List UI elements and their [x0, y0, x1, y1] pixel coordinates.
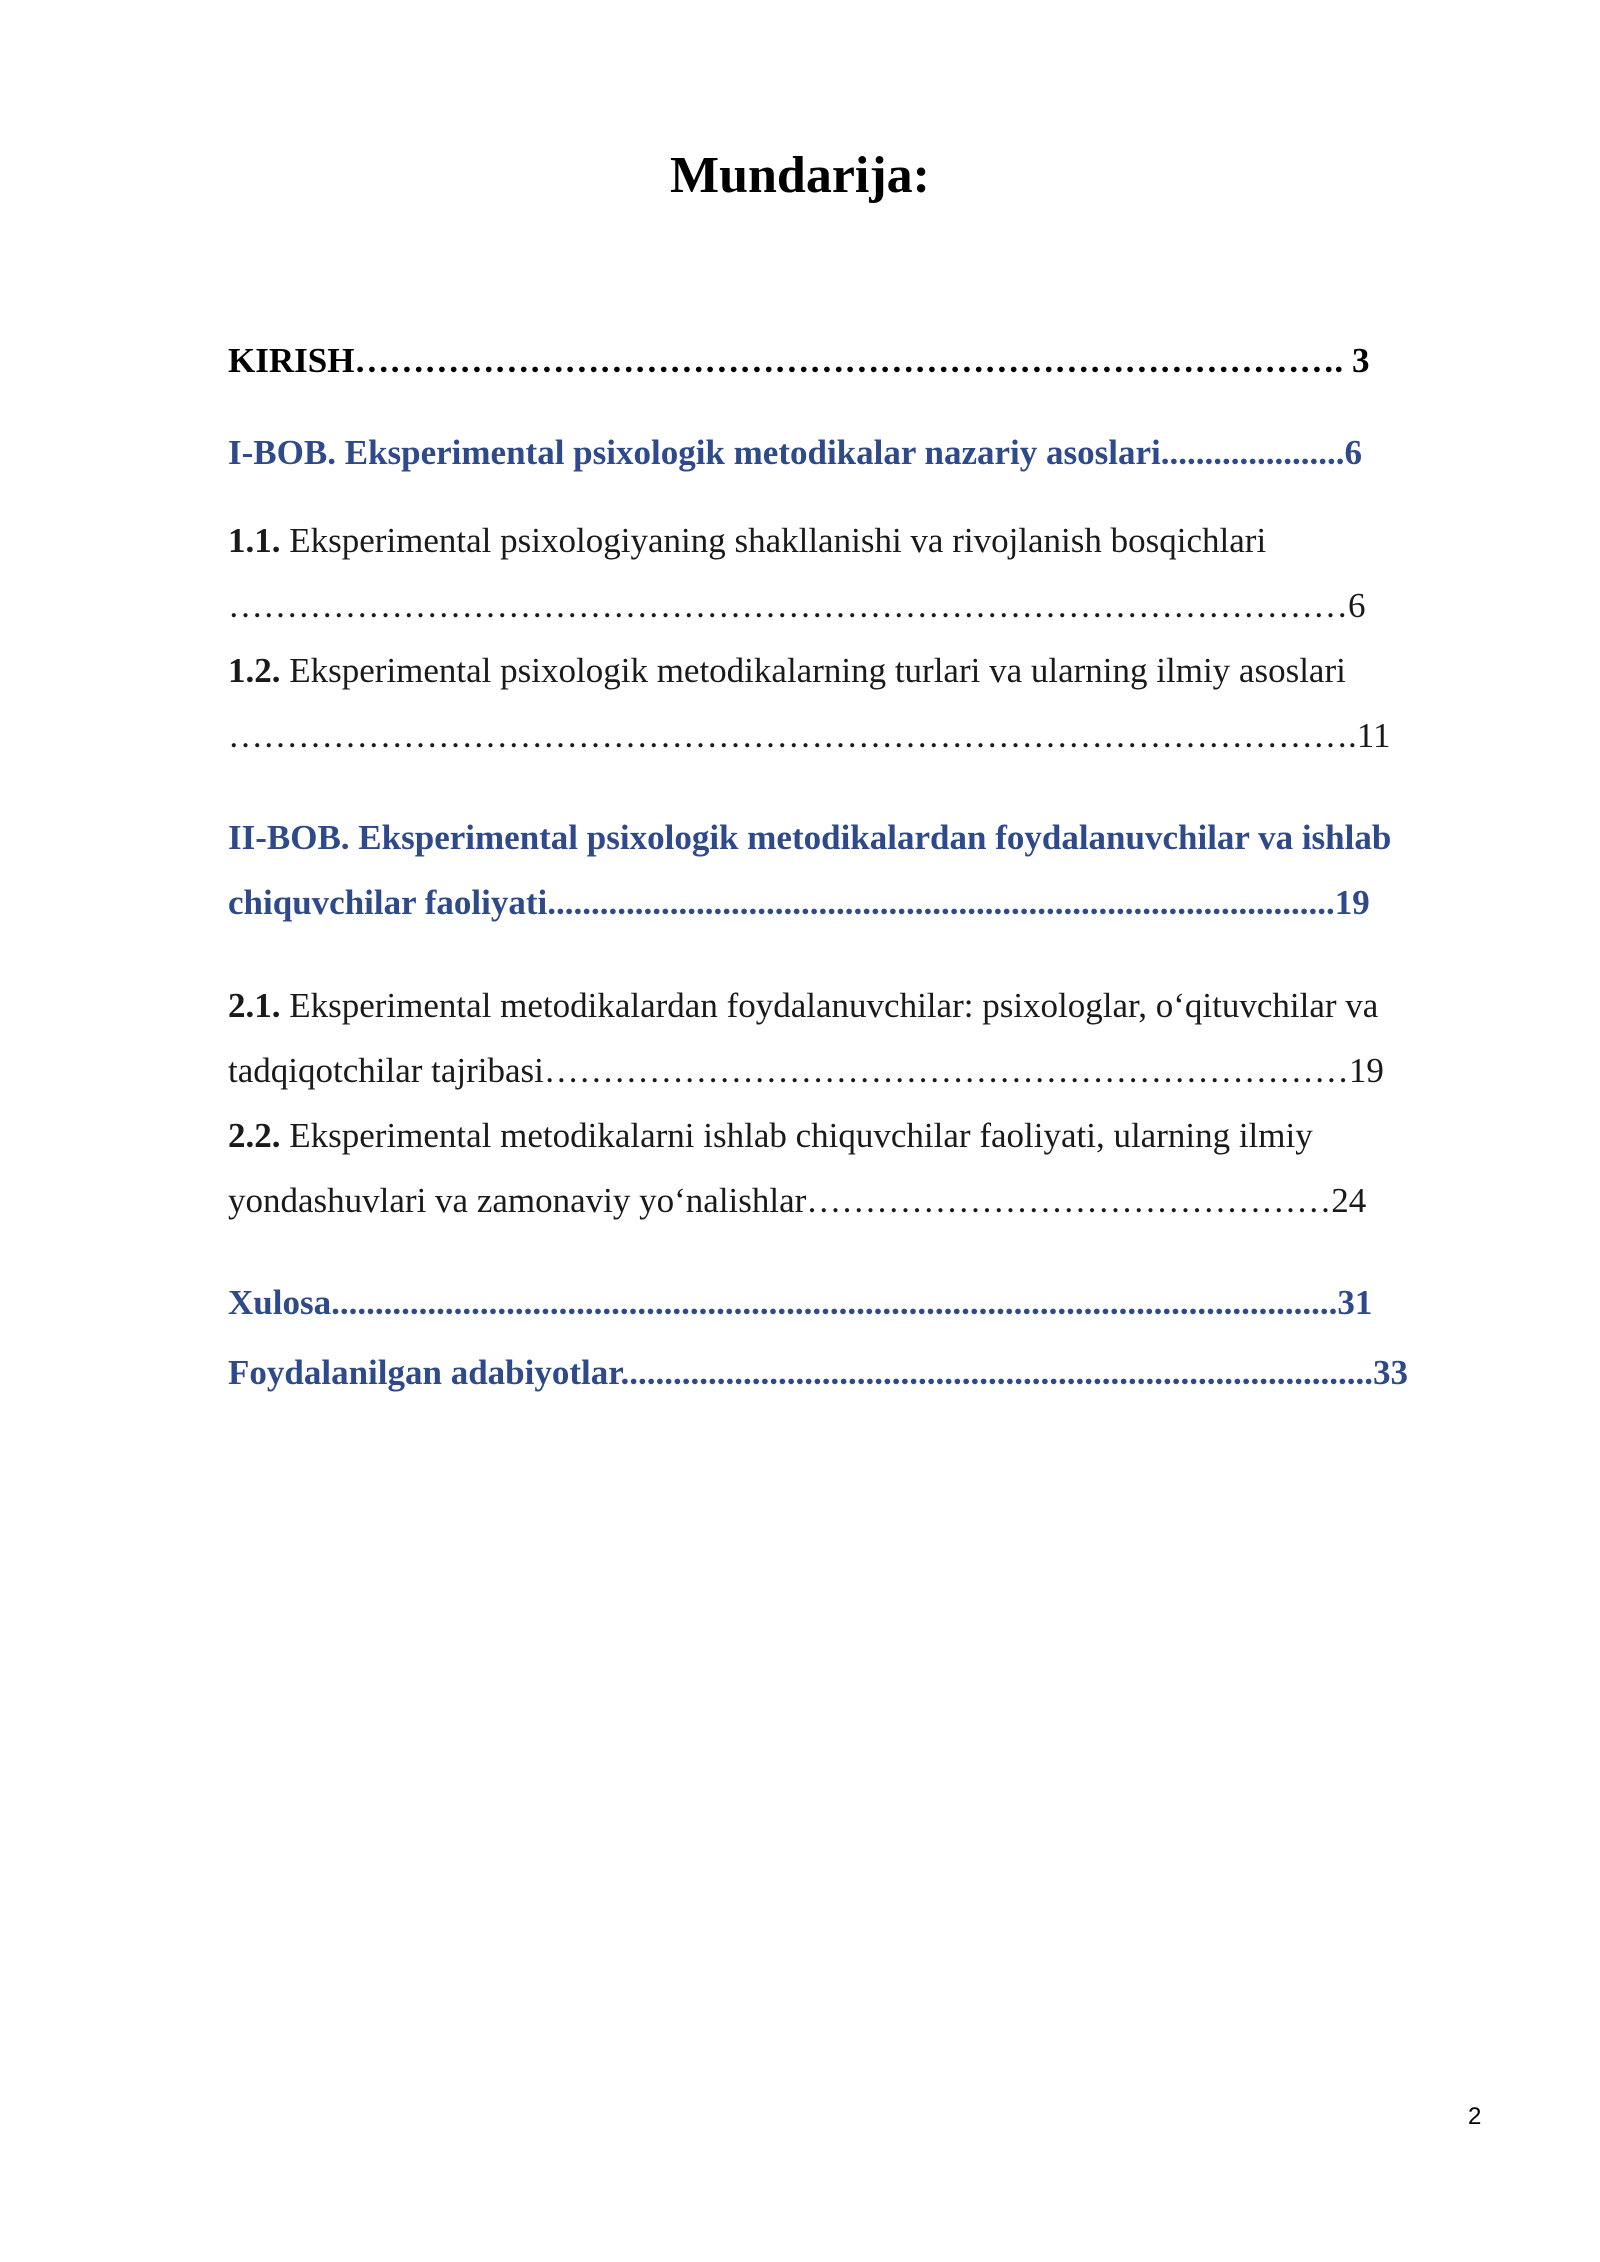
toc-entry-kirish[interactable] [228, 343, 1488, 378]
section-number: 1.2. [228, 651, 281, 690]
toc-dots-section-1-2: …………………………………………………………………………………….11 [228, 718, 1391, 753]
toc-entry-adabiyotlar[interactable]: Foydalanilgan adabiyotlar......................................................................................33 [228, 1353, 1409, 1392]
toc-entry-section-2-1-line-2: tadqiqotchilar tajribasi……………………………………………………………19 [228, 1051, 1384, 1090]
toc-entry-xulosa[interactable]: Xulosa...................................................................................................................31 [228, 1283, 1373, 1322]
toc-dots-section-1-1: ……………………………………………………………………………………6 [228, 588, 1366, 623]
section-title: Eksperimental psixologik metodikalarning turlari va ularning ilmiy asoslari [280, 651, 1346, 690]
toc-entry-section-2-2[interactable] [228, 1118, 1488, 1153]
toc-entry-kirish-page: 3 [1343, 341, 1370, 380]
section-number: 2.2. [228, 1116, 281, 1155]
section-title: Eksperimental metodikalardan foydalanuvchilar: psixologlar, o‘qituvchilar va [280, 986, 1379, 1025]
toc-entry-chapter-2-line-2[interactable]: chiquvchilar faoliyati..........................................................................................19 [228, 883, 1370, 922]
section-number: 1.1. [228, 521, 281, 560]
toc-entry-kirish-label: KIRISH…………………………………………………………………………. [228, 341, 1344, 380]
toc-entry-section-2-2-line-2: yondashuvlari va zamonaviy yo‘nalishlar………………………………………24 [228, 1181, 1367, 1220]
toc-entry-section-1-1[interactable] [228, 523, 1488, 558]
page-title: Mundarija: [670, 147, 930, 204]
page-number: 2 [1468, 2103, 1482, 2130]
section-title: Eksperimental psixologiyaning shakllanishi va rivojlanish bosqichlari [280, 521, 1267, 560]
toc-entry-chapter-1[interactable]: I-BOB. Eksperimental psixologik metodikalar nazariy asoslari.....................6 [228, 433, 1362, 472]
toc-entry-chapter-2-line-1[interactable]: II-BOB. Eksperimental psixologik metodikalardan foydalanuvchilar va ishlab [228, 818, 1392, 857]
toc-entry-section-2-1[interactable] [228, 988, 1488, 1023]
section-number: 2.1. [228, 986, 281, 1025]
toc-entry-section-1-2[interactable] [228, 653, 1488, 688]
section-title: Eksperimental metodikalarni ishlab chiquvchilar faoliyati, ularning ilmiy [280, 1116, 1313, 1155]
